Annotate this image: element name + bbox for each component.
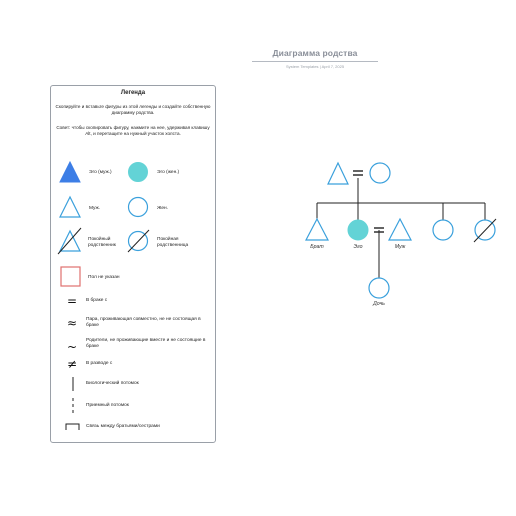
legend-label-male: Муж. <box>89 206 101 211</box>
page-subtitle: System Templates | April 7, 2025 <box>285 64 345 69</box>
legend-label-unknown-gender: Пол не указан <box>88 275 120 280</box>
legend-title: Легенда <box>120 90 146 96</box>
daughter-label: Дочь <box>373 301 385 307</box>
brother-label: Брат <box>310 244 324 250</box>
legend-tip: Совет: чтобы скопировать фигуру, нажмите на нее, удерживая клавишу Alt, и перетащите на нужный участок холста. <box>56 125 210 136</box>
legend-label-ego-female: Эго (жен.) <box>157 170 180 175</box>
legend-label-parents-apart: Родители, не проживающие вместе и не состоящие в браке <box>86 338 206 349</box>
deceased-sister-slash-icon <box>474 219 496 242</box>
legend-label-siblings: Связь между братьями/сестрами <box>86 424 160 429</box>
divorced-symbol-icon[interactable]: ≠ <box>67 357 78 371</box>
legend-label-adopted-child: Приемный потомок <box>86 403 129 408</box>
husband-label: Муж <box>394 244 406 250</box>
ego-circle-icon[interactable] <box>348 220 368 240</box>
legend-label-cohabiting: Пара, проживающая совместно, не не состоящая в браке <box>86 317 201 328</box>
sister-circle-icon[interactable] <box>433 220 453 240</box>
legend-label-deceased-male: Покойный родственник <box>88 237 116 248</box>
legend-intro: Скопируйте и вставьте фигуры из этой легенды и создайте собственную диаграмму родства. <box>55 104 211 115</box>
daughter-circle-icon[interactable] <box>369 278 389 298</box>
husband-triangle-icon[interactable] <box>389 219 411 240</box>
legend-label-deceased-female: Покойная родственница <box>157 237 189 248</box>
legend-label-divorced: В разводе с <box>86 361 113 366</box>
legend-label-ego-male: Эго (муж.) <box>89 170 112 175</box>
legend-label-married: В браке с <box>86 298 108 303</box>
page-title: Диаграмма родства <box>272 48 358 58</box>
legend-label-biological-child: Биологический потомок <box>86 381 139 386</box>
ego-label: Эго <box>353 244 363 250</box>
father-triangle-icon[interactable] <box>328 163 348 184</box>
cohabiting-symbol-icon[interactable]: ≈ <box>67 316 78 330</box>
brother-triangle-icon[interactable] <box>306 219 328 240</box>
married-symbol-icon[interactable]: = <box>67 294 78 308</box>
legend-label-female: Жен. <box>157 206 169 211</box>
mother-circle-icon[interactable] <box>370 163 390 183</box>
parents-apart-symbol-icon[interactable]: ~ <box>67 340 78 354</box>
